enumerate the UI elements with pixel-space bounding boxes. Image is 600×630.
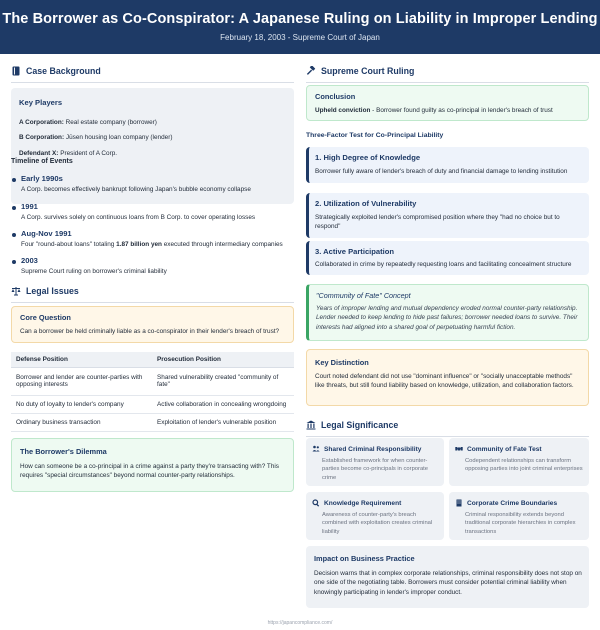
- significance-card: [449, 492, 589, 540]
- card-title: Shared Criminal Responsibility: [324, 445, 422, 453]
- community-of-fate-box: [306, 284, 589, 341]
- table-header-row: [11, 352, 294, 367]
- page-title: The Borrower as Co-Conspirator: A Japanese Ruling on Liability in Improper Lending: [2, 11, 598, 27]
- factor-text: Borrower fully aware of lender's breach of duty and financial damage to lending institution: [315, 168, 568, 175]
- fate-text: Years of improper lending and mutual dependency eroded normal counter-party relationship. Lender needed to keep lending to hide past failures; borrower needed loans to survive. Their interests had aligned into a shared goal of perpetuating harmful fiction.: [316, 305, 578, 331]
- card-text: Criminal responsibility extends beyond traditional corporate hierarchies in complex transactions: [465, 512, 576, 535]
- significance-card: [449, 438, 589, 486]
- core-question-text: Can a borrower be held criminally liable as a co-conspirator in their lender's breach of trust?: [20, 328, 280, 335]
- impact-title: Impact on Business Practice: [314, 554, 415, 563]
- timeline-bullet: [12, 206, 16, 210]
- left-column: [0, 54, 300, 630]
- legal-issues-heading: [11, 286, 79, 296]
- factor-title: 3. Active Participation: [315, 247, 395, 256]
- card-title: Community of Fate Test: [467, 445, 542, 453]
- table-cell: No duty of loyalty to lender's company: [11, 395, 152, 413]
- timeline-bullet: [12, 233, 16, 237]
- divider: [11, 82, 294, 83]
- player-row: A Corporation: Real estate company (borrower): [19, 119, 157, 126]
- table-row: [11, 395, 294, 413]
- factor-box: [306, 147, 589, 183]
- book-icon: [11, 66, 21, 76]
- key-distinction-box: [306, 349, 589, 406]
- key-distinction-text: Court noted defendant did not use "dominant influence" or "socially unacceptable methods" like threats, but still found liability based on knowledge, utilization, and collaboration factors.: [315, 373, 574, 390]
- conclusion-title: Conclusion: [315, 92, 356, 101]
- case-background-heading: [11, 66, 101, 76]
- table-header: Prosecution Position: [152, 352, 294, 367]
- search-icon: [312, 499, 320, 507]
- landmark-icon: [306, 420, 316, 430]
- significance-title: Legal Significance: [321, 420, 399, 430]
- table-cell: Exploitation of lender's vulnerable position: [152, 413, 294, 431]
- table-header: Defense Position: [11, 352, 152, 367]
- significance-heading: [306, 420, 398, 430]
- card-title: Corporate Crime Boundaries: [467, 499, 558, 507]
- timeline-date: 1991: [21, 202, 38, 211]
- ruling-heading: [306, 66, 414, 76]
- factor-box: [306, 241, 589, 275]
- timeline-text: A Corp. becomes effectively bankrupt following Japan's bubble economy collapse: [21, 186, 251, 193]
- right-column: [300, 54, 600, 630]
- core-question-box: [11, 306, 294, 343]
- key-distinction-title: Key Distinction: [315, 358, 369, 367]
- timeline-text: Four "round-about loans" totaling 1.87 billion yen executed through intermediary companies: [21, 241, 283, 248]
- card-text: Codependent relationships can transform opposing parties into joint criminal enterprises: [465, 458, 583, 473]
- player-row: Defendant X: President of A Corp.: [19, 150, 118, 157]
- timeline-date: Early 1990s: [21, 174, 63, 183]
- significance-card: [306, 492, 444, 540]
- divider: [306, 82, 589, 83]
- footer-url: https://japancompliance.com/: [267, 620, 333, 626]
- table-cell: Shared vulnerability created "community of fate": [152, 367, 294, 395]
- core-question-title: Core Question: [20, 313, 71, 322]
- page-header: [0, 0, 600, 54]
- case-background-title: Case Background: [26, 66, 101, 76]
- page-subtitle: February 18, 2003 - Supreme Court of Japan: [220, 33, 380, 42]
- card-title: Knowledge Requirement: [324, 499, 402, 507]
- significance-card: [306, 438, 444, 486]
- impact-box: [306, 546, 589, 608]
- dilemma-box: [11, 438, 294, 492]
- timeline-bullet: [12, 178, 16, 182]
- table-cell: Active collaboration in concealing wrongdoing: [152, 395, 294, 413]
- timeline-text: Supreme Court ruling on borrower's criminal liability: [21, 268, 167, 275]
- scale-icon: [11, 286, 21, 296]
- card-text: Established framework for when counter-parties become co-principals in corporate crime: [322, 458, 429, 481]
- timeline-title: Timeline of Events: [11, 158, 73, 165]
- factor-text: Strategically exploited lender's compromised position where they "had no choice but to respond": [315, 214, 560, 231]
- card-text: Awareness of counter-party's breach combined with exploitation creates criminal liability: [322, 512, 433, 535]
- gavel-icon: [306, 66, 316, 76]
- key-players-title: Key Players: [19, 98, 63, 107]
- player-row: B Corporation: Jūsen housing loan company (lender): [19, 134, 173, 141]
- impact-text: Decision warns that in complex corporate relationships, criminal responsibility does not stop on one side of the negotiating table. Borrowers must consider potential criminal liability when knowingly participating in lender's improper conduct.: [314, 570, 582, 596]
- table-cell: Ordinary business transaction: [11, 413, 152, 431]
- positions-table: [11, 352, 294, 432]
- factor-title: 1. High Degree of Knowledge: [315, 153, 421, 162]
- timeline-bullet: [12, 260, 16, 264]
- building-icon: [455, 499, 463, 507]
- conclusion-box: [306, 85, 589, 121]
- conclusion-text: Upheld conviction - Borrower found guilty as co-principal in lender's breach of trust: [315, 107, 553, 114]
- dilemma-title: The Borrower's Dilemma: [20, 447, 107, 456]
- ruling-title: Supreme Court Ruling: [321, 66, 415, 76]
- factor-box: [306, 193, 589, 238]
- table-row: [11, 413, 294, 431]
- handshake-icon: [455, 445, 463, 453]
- three-factor-title: Three-Factor Test for Co-Principal Liability: [306, 132, 444, 139]
- factor-title: 2. Utilization of Vulnerability: [315, 199, 417, 208]
- timeline-date: Aug-Nov 1991: [21, 229, 72, 238]
- table-cell: Borrower and lender are counter-parties with opposing interests: [11, 367, 152, 395]
- timeline-text: A Corp. survives solely on continuous loans from B Corp. to cover operating losses: [21, 214, 256, 221]
- fate-title: "Community of Fate" Concept: [316, 291, 411, 300]
- divider: [11, 302, 294, 303]
- table-row: [11, 367, 294, 395]
- factor-text: Collaborated in crime by repeatedly requesting loans and facilitating concealment structure: [315, 261, 572, 268]
- users-icon: [312, 445, 320, 453]
- legal-issues-title: Legal Issues: [26, 286, 79, 296]
- timeline-date: 2003: [21, 256, 38, 265]
- dilemma-text: How can someone be a co-principal in a crime against a party they're transacting with? This requires "special circumstances" beyond normal counter-party relationships.: [20, 463, 279, 480]
- divider: [306, 436, 589, 437]
